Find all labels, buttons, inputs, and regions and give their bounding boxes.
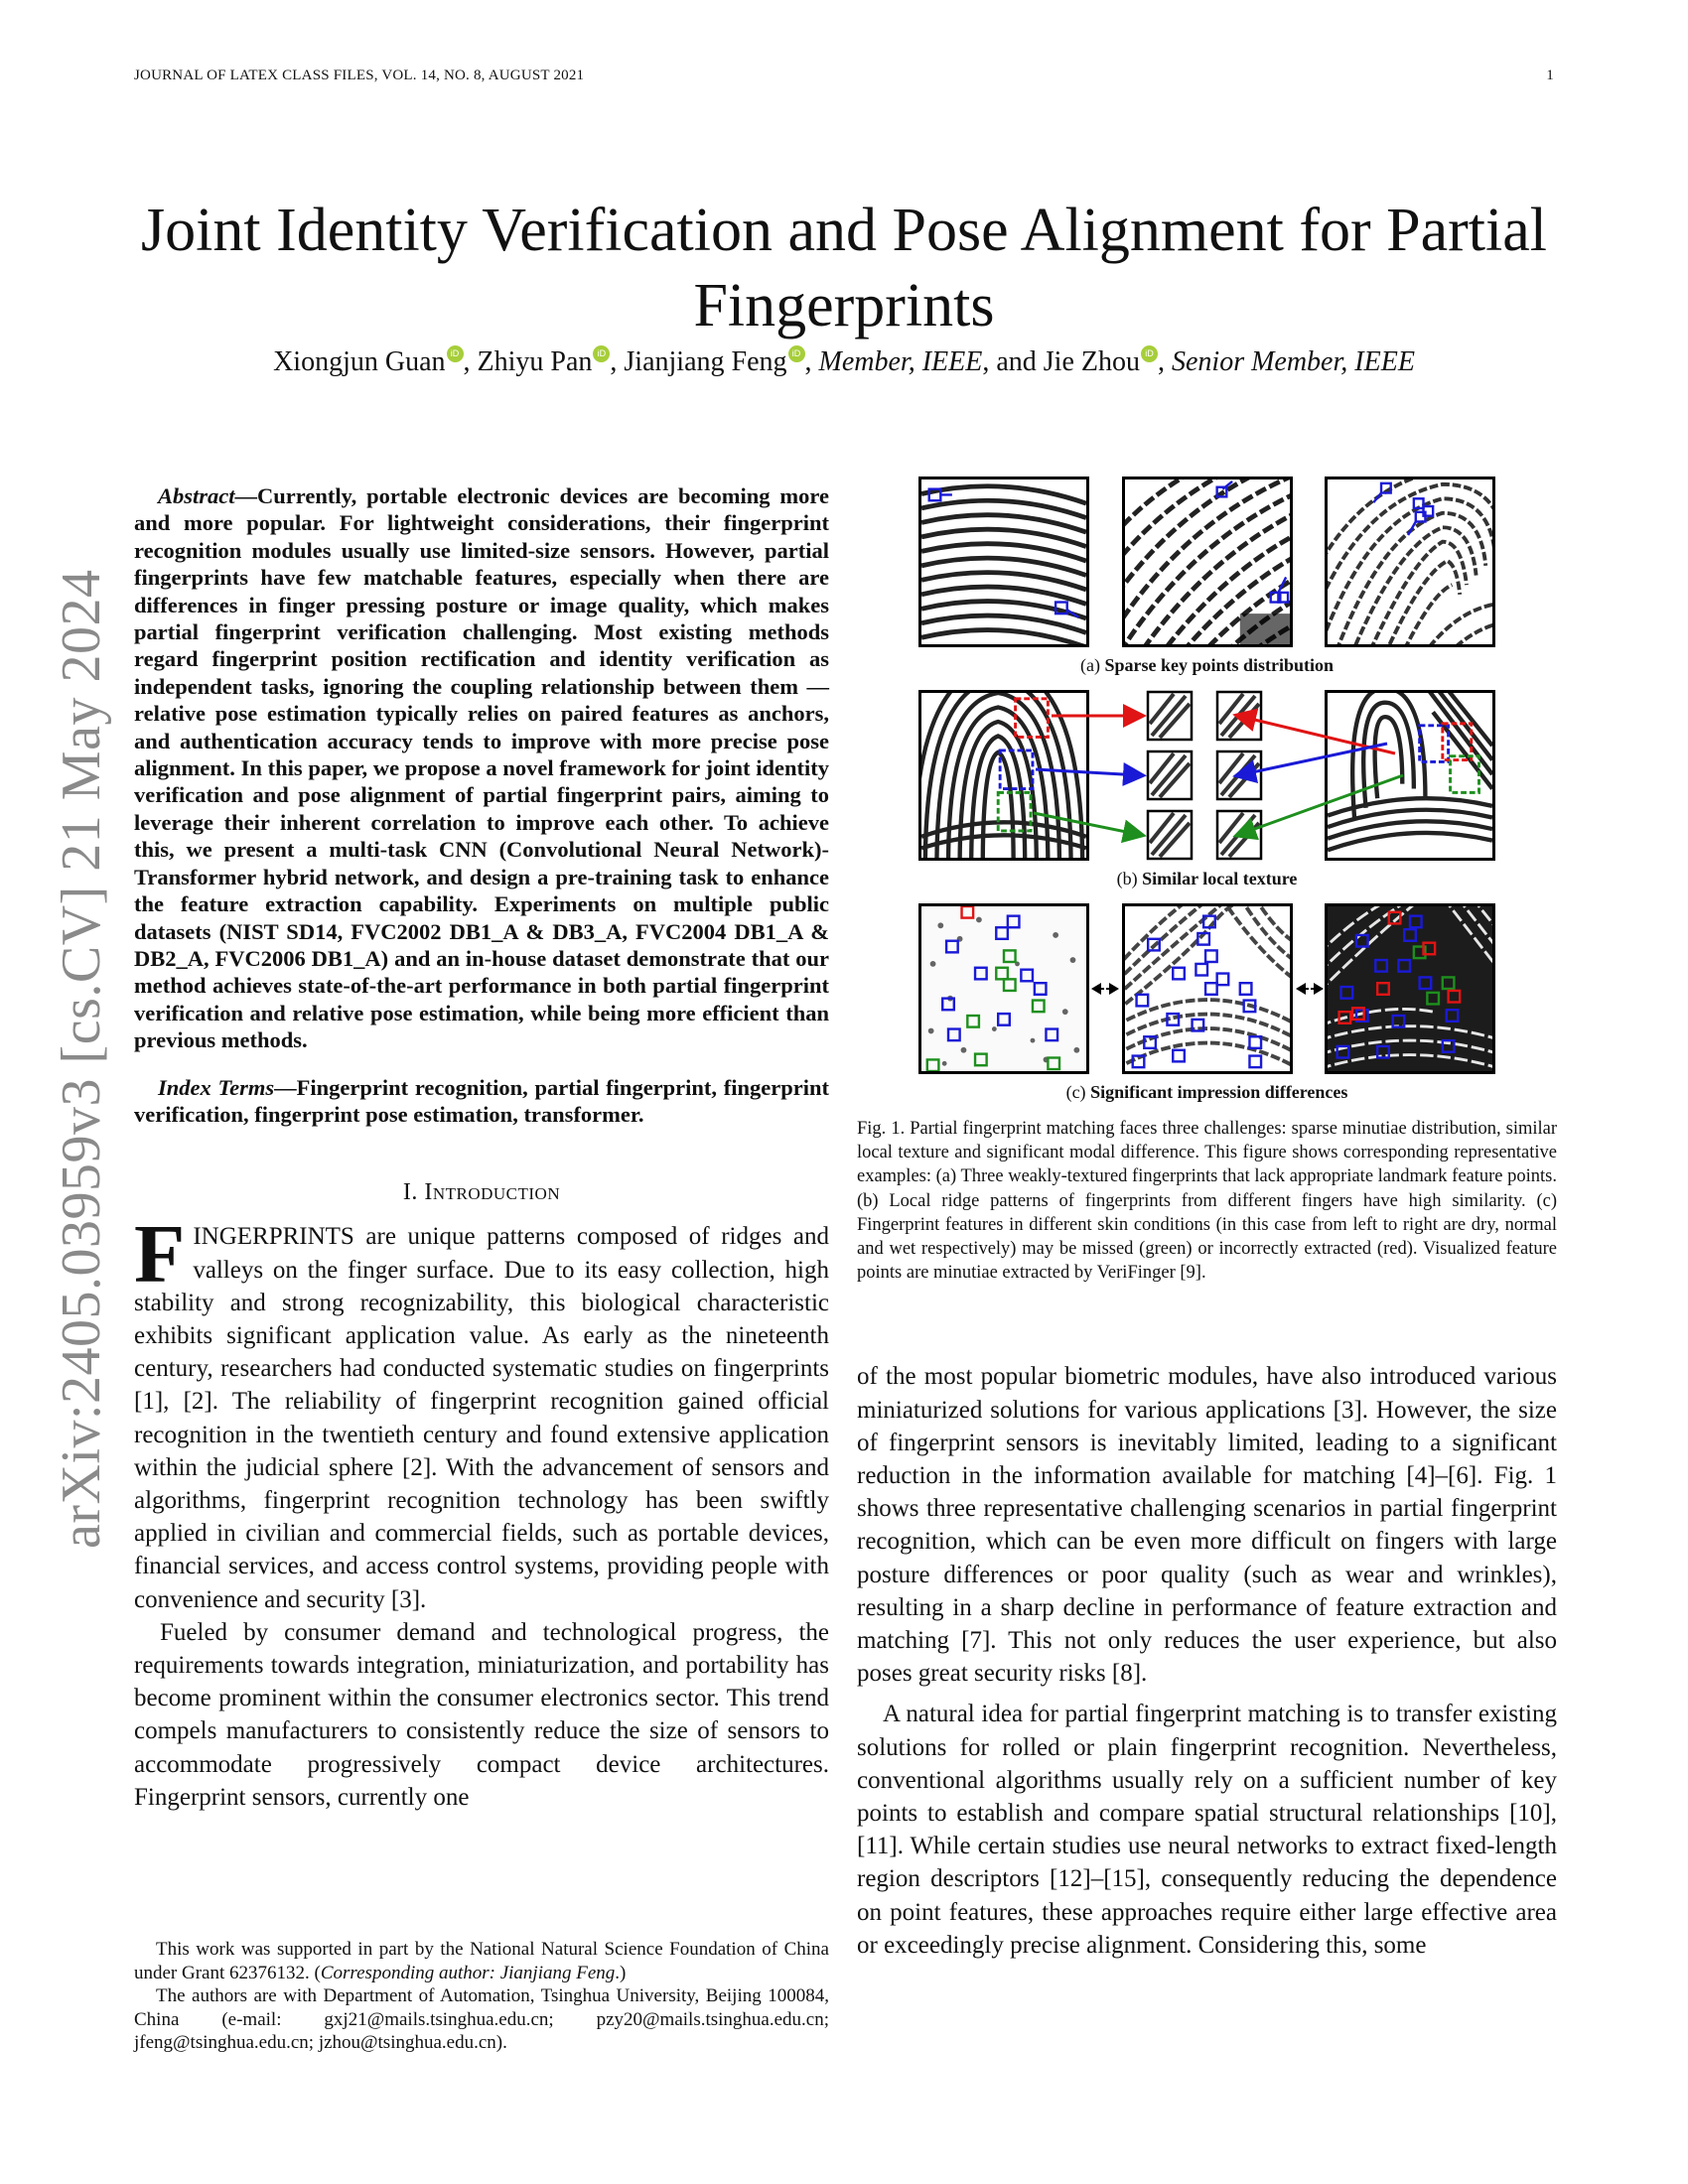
orcid-icon[interactable]: iD <box>593 345 610 362</box>
abstract-label: Abstract <box>158 483 235 508</box>
author-name: Zhiyu Pan <box>477 346 593 377</box>
footnotes <box>134 1938 829 2055</box>
author-name: Xiongjun Guan <box>273 346 446 377</box>
author-name: Jie Zhou <box>1043 346 1140 377</box>
abstract-text: —Currently, portable electronic devices are becoming more and more popular. For lightweight considerations, their fingerprint recognition modules usually use limited-size sensors. However, partial fingerprints have few matchable features, especially when there are differences in finger pressing posture or image quality, which makes partial fingerprint verification challenging. Most existing methods regard fingerprint position rectification and identity verification as independent tasks, ignoring the coupling relationship between them — relative pose estimation typically relies on paired features as anchors, and authentication accuracy tends to improve with more precise pose alignment. In this paper, we propose a novel framework for joint identity verification and pose alignment of partial fingerprint pairs, aiming to leverage their inherent correlation to improve each other. To achieve this, we present a multi-task CNN (Convolutional Neural Network)-Transformer hybrid network, and design a pre-training task to enhance the feature extraction capability. Experiments on multiple public datasets (NIST SD14, FVC2002 DB1_A & DB3_A, FVC2004 DB1_A & DB2_A, FVC2006 DB1_A) and an in-house dataset demonstrate that our method achieves state-of-the-art performance in both partial fingerprint verification and relative pose estimation, while being more efficient than previous methods. <box>134 483 829 1053</box>
intro-paragraph-3: A natural idea for partial fingerprint matching is to transfer existing solutions for rolled or plain fingerprint recognition. Nevertheless, conventional algorithms usually rely on a sufficient number of key points to establish and compare spatial structural relationships [10], [11]. While certain studies use neural networks to extract fixed-length region descriptors [12]–[15], consequently reducing the dependence on point features, these approaches require either large effective area or exceedingly precise alignment. Considering this, some <box>857 1701 1557 1959</box>
fingerprint-image <box>918 477 1089 647</box>
author-role: Senior Member, IEEE <box>1171 346 1415 377</box>
journal-name: JOURNAL OF LATEX CLASS FILES, VOL. 14, NO. 8, AUGUST 2021 <box>134 68 585 83</box>
orcid-icon[interactable]: iD <box>447 345 464 362</box>
subfigure-b-panels <box>857 690 1557 861</box>
section-heading-introduction: I. Introduction <box>402 1179 561 1206</box>
figure-caption: Fig. 1. Partial fingerprint matching faces three challenges: sparse minutiae distribution, similar local texture and significant modal difference. This figure shows corresponding representative examples: (a) Three weakly-textured fingerprints that lack appropriate landmark feature points. (b) Local ridge patterns of fingerprints from different fingers have high similarity. (c) Fingerprint features in different skin conditions (in this case from left to right are dry, normal and wet respectively) may be missed (green) or incorrectly extracted (red). Visualized feature points are minutiae extracted by VeriFinger [9]. <box>857 1119 1557 1284</box>
orcid-icon[interactable]: iD <box>1141 345 1158 362</box>
subfigure-a-panels <box>857 477 1557 647</box>
texture-patch-grid <box>1146 690 1269 861</box>
abstract <box>134 482 829 1054</box>
fingerprint-image-wet <box>1325 903 1495 1074</box>
orcid-icon[interactable]: iD <box>788 345 805 362</box>
intro-paragraph-1: FINGERPRINTS are unique patterns composed of ridges and valleys on the finger surface. Due to its easy collection, high stability and strong recognizability, this biological characteristic exhibits significant application value. As early as the nineteenth century, researchers had conducted systematic studies on fingerprints [1], [2]. The reliability of fingerprint recognition gained official recognition in the twentieth century and found extensive application within the judicial sphere [2]. With the advancement of sensors and algorithms, fingerprint recognition technology has been swiftly applied in civilian and commercial fields, such as portable devices, financial services, and access control systems, providing people with convenience and security [3]. <box>134 1208 829 1613</box>
fingerprint-image <box>918 690 1089 861</box>
funding-note: This work was supported in part by the National Natural Science Foundation of China under Grant 62376132. (Corresponding author: Jianjiang Feng.) <box>134 1939 829 1983</box>
drop-cap: F <box>134 1208 186 1301</box>
subfigure-c-caption: (c) Significant impression differences <box>1065 1082 1348 1102</box>
corresponding-author: Corresponding author: Jianjiang Feng <box>320 1962 616 1983</box>
right-column <box>857 477 1557 1962</box>
intro-paragraph-2: Fueled by consumer demand and technological progress, the requirements towards integration, miniaturization, and portability has become prominent within the consumer electronics sector. This trend compels manufacturers to consistently reduce the size of sensors to accommodate progressively compact device architectures. Fingerprint sensors, currently one <box>134 1618 829 1811</box>
fingerprint-image-normal <box>1122 903 1293 1074</box>
arxiv-identifier[interactable]: arXiv:2405.03959v3 [cs.CV] 21 May 2024 <box>51 569 112 1549</box>
subfigure-a-caption: (a) Sparse key points distribution <box>1079 655 1335 675</box>
fingerprint-image-dry <box>918 903 1089 1074</box>
fingerprint-image <box>1325 690 1495 861</box>
subfigure-c-panels <box>857 903 1557 1074</box>
fingerprint-image <box>1122 477 1293 647</box>
left-column <box>134 482 829 1814</box>
paper-title: Joint Identity Verification and Pose Alignment for Partial Fingerprints <box>140 196 1547 340</box>
fingerprint-image <box>1325 477 1495 647</box>
author-list: Xiongjun Guan iD , Zhiyu Pan iD , Jianjiang Feng iD , Member, IEEE, and Jie Zhou iD , Senior Member, IEEE <box>273 346 1415 377</box>
running-head <box>134 68 1554 89</box>
index-terms-label: Index Terms <box>158 1074 275 1100</box>
page-number: 1 <box>1546 68 1554 83</box>
subfigure-b-caption: (b) Similar local texture <box>1116 869 1298 888</box>
index-terms <box>134 1074 829 1129</box>
author-name: Jianjiang Feng <box>624 346 787 377</box>
affiliation-note: The authors are with Department of Automation, Tsinghua University, Beijing 100084, China (e-mail: gxj21@mails.tsinghua.edu.cn; pzy20@mails.tsinghua.edu.cn; jfeng@tsinghua.edu.cn; jzhou@tsinghua.edu.cn). <box>134 1985 829 2053</box>
author-role: Member, IEEE <box>818 346 983 377</box>
index-terms-text: —Fingerprint recognition, partial fingerprint, fingerprint verification, fingerprint pose estimation, transformer. <box>134 1074 829 1127</box>
intro-paragraph-2-continued: of the most popular biometric modules, have also introduced various miniaturized solutions for various applications [3]. However, the size of fingerprint sensors is inevitably limited, leading to a significant reduction in the information available for matching [4]–[6]. Fig. 1 shows three representative challenging scenarios in partial fingerprint recognition, which can be even more difficult on fingers with large posture differences or poor quality (such as wear and wrinkles), resulting in a sharp decline in performance of feature extraction and matching [7]. This not only reduces the user experience, but also poses great security risks [8]. <box>857 1363 1557 1688</box>
figure-1 <box>857 477 1557 1285</box>
